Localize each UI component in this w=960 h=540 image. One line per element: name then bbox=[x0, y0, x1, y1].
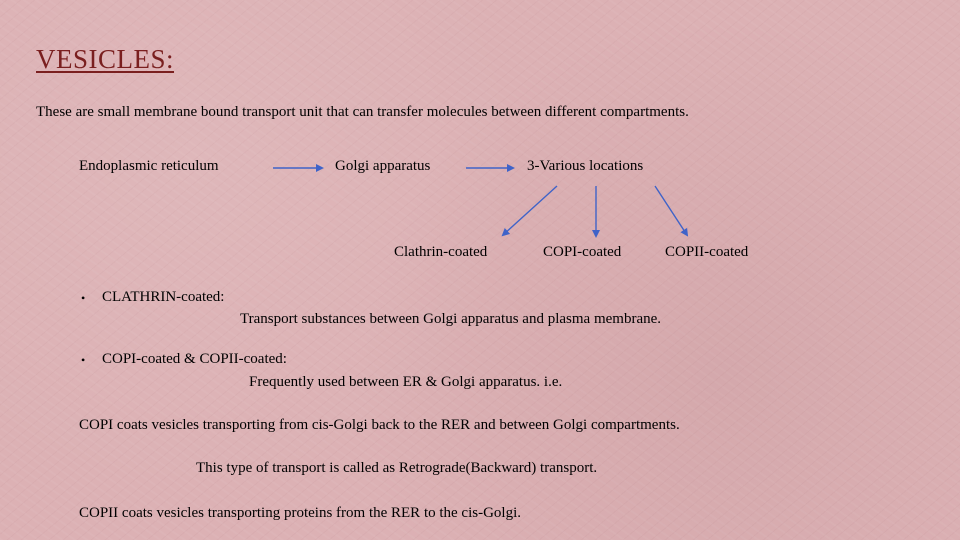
bullet-cop-detail: Frequently used between ER & Golgi apparatus. i.e. bbox=[249, 374, 563, 390]
bullet-dot: • bbox=[81, 353, 86, 367]
copi-note: COPI coats vesicles transporting from cis-Golgi back to the RER and between Golgi compartments. bbox=[79, 417, 680, 433]
flow-various-locations: 3-Various locations bbox=[527, 158, 644, 174]
branch-copi-coated: COPI-coated bbox=[543, 244, 622, 260]
branch-clathrin-coated: Clathrin-coated bbox=[394, 244, 488, 260]
bullet-clathrin-heading: CLATHRIN-coated: bbox=[102, 289, 225, 305]
flow-endoplasmic-reticulum: Endoplasmic reticulum bbox=[79, 158, 219, 174]
bullet-dot: • bbox=[81, 291, 86, 305]
flow-golgi-apparatus: Golgi apparatus bbox=[335, 158, 431, 174]
arrow-to-copii bbox=[655, 186, 687, 235]
intro-text: These are small membrane bound transport unit that can transfer molecules between different compartments. bbox=[36, 104, 689, 120]
branch-copii-coated: COPII-coated bbox=[665, 244, 749, 260]
retrograde-note: This type of transport is called as Retrograde(Backward) transport. bbox=[196, 460, 598, 476]
arrow-to-clathrin bbox=[503, 186, 557, 235]
bullet-cop-heading: COPI-coated & COPII-coated: bbox=[102, 351, 287, 367]
bullet-clathrin-detail: Transport substances between Golgi apparatus and plasma membrane. bbox=[240, 311, 662, 327]
copii-note: COPII coats vesicles transporting proteins from the RER to the cis-Golgi. bbox=[79, 505, 522, 521]
slide-title: VESICLES: bbox=[36, 44, 175, 74]
